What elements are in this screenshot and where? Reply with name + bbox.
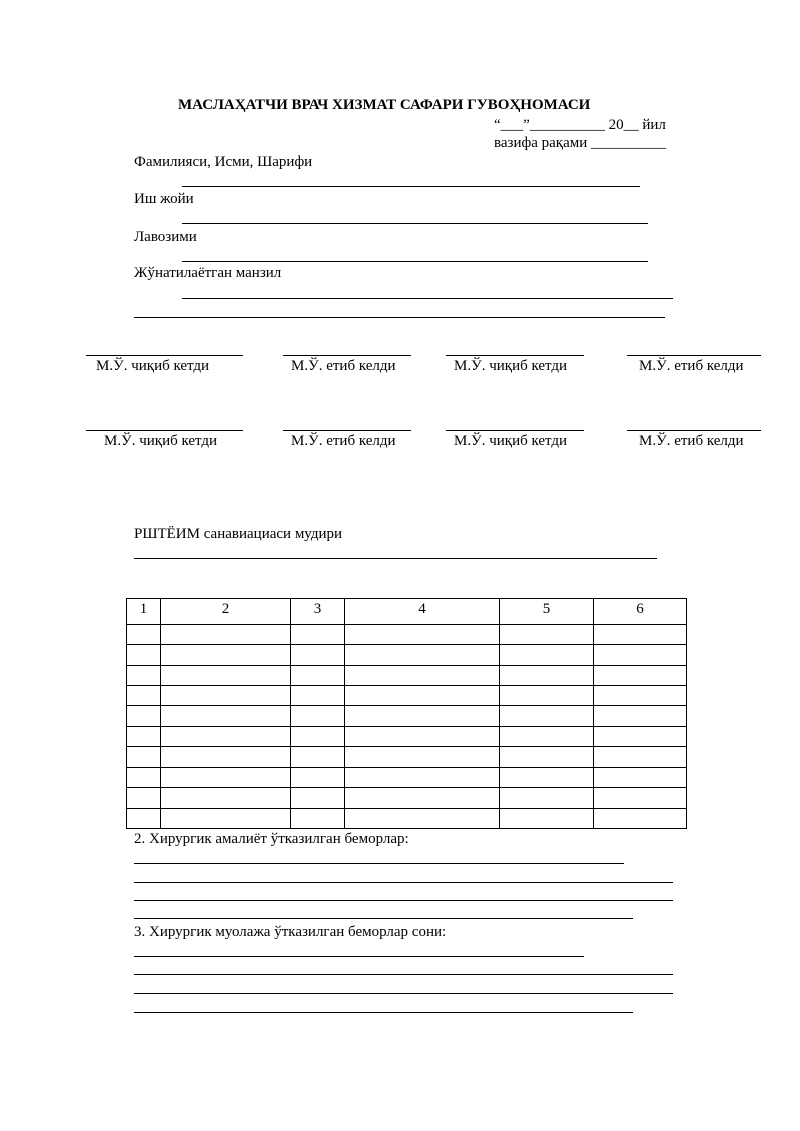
table-cell[interactable] [127, 747, 161, 767]
stamp-arrived-label: М.Ў. етиб келди [291, 358, 396, 374]
position-line[interactable] [182, 261, 648, 262]
table-cell[interactable] [127, 645, 161, 665]
answer-line[interactable] [134, 956, 584, 957]
table-row [127, 645, 687, 665]
answer-line[interactable] [134, 974, 673, 975]
stamp-line[interactable] [446, 430, 584, 431]
stamp-line[interactable] [627, 430, 761, 431]
table-cell[interactable] [127, 726, 161, 746]
stamp-arrived-label: М.Ў. етиб келди [291, 433, 396, 449]
table-header-cell: 6 [594, 599, 687, 625]
table-cell[interactable] [345, 706, 500, 726]
table-cell[interactable] [161, 706, 291, 726]
table-cell[interactable] [345, 788, 500, 808]
table-cell[interactable] [127, 706, 161, 726]
table-cell[interactable] [127, 808, 161, 828]
workplace-label: Иш жойи [134, 191, 194, 207]
table-header-row [127, 599, 687, 625]
table-cell[interactable] [291, 726, 345, 746]
table-cell[interactable] [161, 624, 291, 644]
answer-line[interactable] [134, 882, 673, 883]
position-label: Лавозими [134, 229, 197, 245]
table-cell[interactable] [500, 686, 594, 706]
table-cell[interactable] [127, 686, 161, 706]
answer-line[interactable] [134, 900, 673, 901]
stamp-departed-label: М.Ў. чиқиб кетди [96, 358, 210, 374]
stamp-line[interactable] [86, 355, 243, 356]
table-cell[interactable] [500, 665, 594, 685]
destination-line-2[interactable] [134, 317, 665, 318]
table-cell[interactable] [594, 808, 687, 828]
table-row [127, 726, 687, 746]
table-row [127, 665, 687, 685]
answer-line[interactable] [134, 918, 633, 919]
table-cell[interactable] [345, 624, 500, 644]
table-cell[interactable] [594, 645, 687, 665]
table-cell[interactable] [291, 767, 345, 787]
table-cell[interactable] [291, 624, 345, 644]
stamp-arrived-label: М.Ў. етиб келди [639, 358, 744, 374]
table-cell[interactable] [500, 706, 594, 726]
table-cell[interactable] [500, 645, 594, 665]
table-cell[interactable] [345, 747, 500, 767]
task-number[interactable]: вазифа рақами __________ [494, 135, 666, 151]
table-header-cell: 2 [161, 599, 291, 625]
table-cell[interactable] [500, 726, 594, 746]
table-row [127, 808, 687, 828]
table-cell[interactable] [127, 767, 161, 787]
table-cell[interactable] [594, 726, 687, 746]
stamp-line[interactable] [446, 355, 584, 356]
stamp-arrived-label: М.Ў. етиб келди [639, 433, 744, 449]
table-cell[interactable] [594, 706, 687, 726]
stamp-departed-label: М.Ў. чиқиб кетди [454, 433, 568, 449]
table-cell[interactable] [161, 665, 291, 685]
table-cell[interactable] [500, 624, 594, 644]
stamp-line[interactable] [627, 355, 761, 356]
table-cell[interactable] [594, 788, 687, 808]
director-line[interactable] [134, 558, 657, 559]
full-name-line[interactable] [182, 186, 640, 187]
table-cell[interactable] [291, 665, 345, 685]
stamp-departed-label: М.Ў. чиқиб кетди [454, 358, 568, 374]
table-header-cell: 4 [345, 599, 500, 625]
table-row [127, 706, 687, 726]
table-cell[interactable] [291, 788, 345, 808]
director-label: РШТЁИМ санавиациаси мудири [134, 526, 343, 542]
destination-label: Жўнатилаётган манзил [134, 265, 282, 281]
table-cell[interactable] [161, 686, 291, 706]
table-cell[interactable] [500, 767, 594, 787]
table-cell[interactable] [291, 645, 345, 665]
table-cell[interactable] [345, 645, 500, 665]
table-cell[interactable] [161, 767, 291, 787]
date-line[interactable]: “___”__________ 20__ йил [494, 117, 666, 133]
table-cell[interactable] [345, 726, 500, 746]
table-row [127, 788, 687, 808]
answer-line[interactable] [134, 863, 624, 864]
table-cell[interactable] [161, 808, 291, 828]
stamp-line[interactable] [283, 355, 411, 356]
records-table [126, 598, 687, 829]
answer-line[interactable] [134, 1012, 633, 1013]
table-cell[interactable] [345, 665, 500, 685]
table-cell[interactable] [594, 624, 687, 644]
table-cell[interactable] [345, 686, 500, 706]
table-cell[interactable] [161, 788, 291, 808]
table-header-cell: 3 [291, 599, 345, 625]
table-cell[interactable] [500, 747, 594, 767]
table-cell[interactable] [161, 747, 291, 767]
table-cell[interactable] [161, 645, 291, 665]
full-name-label: Фамилияси, Исми, Шарифи [134, 154, 313, 170]
table-cell[interactable] [594, 747, 687, 767]
table-header-cell: 1 [127, 599, 161, 625]
table-row [127, 747, 687, 767]
document-title: МАСЛАҲАТЧИ ВРАЧ ХИЗМАТ САФАРИ ГУВОҲНОМАСИ [178, 97, 591, 113]
table-cell[interactable] [127, 624, 161, 644]
stamp-line[interactable] [86, 430, 243, 431]
stamp-line[interactable] [283, 430, 411, 431]
destination-line-1[interactable] [182, 298, 673, 299]
surgical-treatments-label: 3. Хирургик муолажа ўтказилган беморлар сони: [134, 924, 447, 940]
table-cell[interactable] [594, 767, 687, 787]
table-cell[interactable] [291, 747, 345, 767]
workplace-line[interactable] [182, 223, 648, 224]
table-cell[interactable] [345, 767, 500, 787]
table-cell[interactable] [127, 788, 161, 808]
table-cell[interactable] [345, 808, 500, 828]
table-cell[interactable] [500, 808, 594, 828]
table-cell[interactable] [500, 788, 594, 808]
table-cell[interactable] [291, 686, 345, 706]
surgical-operations-label: 2. Хирургик амалиёт ўтказилган беморлар: [134, 831, 409, 847]
table-cell[interactable] [291, 706, 345, 726]
table-cell[interactable] [127, 665, 161, 685]
table-row [127, 686, 687, 706]
answer-line[interactable] [134, 993, 673, 994]
table-cell[interactable] [594, 665, 687, 685]
table-cell[interactable] [161, 726, 291, 746]
table-header-cell: 5 [500, 599, 594, 625]
stamp-departed-label: М.Ў. чиқиб кетди [104, 433, 218, 449]
table-row [127, 624, 687, 644]
table-row [127, 767, 687, 787]
table-cell[interactable] [594, 686, 687, 706]
table-cell[interactable] [291, 808, 345, 828]
